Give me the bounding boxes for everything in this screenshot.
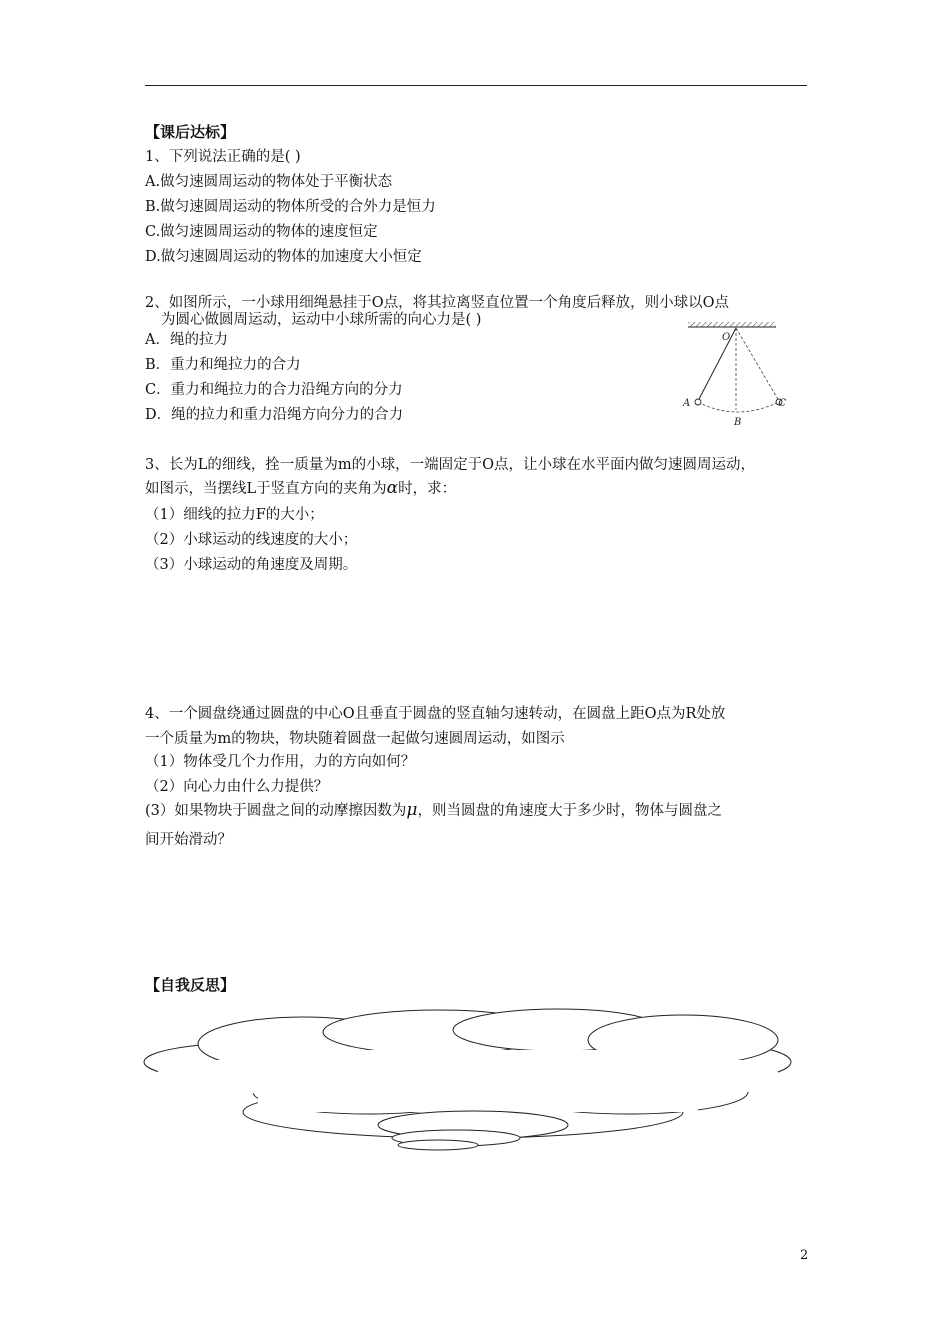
thought-bubble-small	[398, 1140, 478, 1150]
q3-stem-line2-b: 时，求：	[398, 481, 457, 497]
label-c: C	[778, 398, 786, 409]
pendulum-string	[698, 328, 736, 401]
q4-sub-3-b: ，则当圆盘的角速度大于多少时，物体与圆盘之	[417, 803, 722, 819]
q4-sub-3-a: (3）如果物块于圆盘之间的动摩擦因数为	[145, 803, 407, 819]
q2-option-a: A．绳的拉力	[145, 332, 228, 348]
section-title-reflection: 【自我反思】	[145, 976, 236, 994]
q3-stem-line2	[145, 478, 456, 499]
q2-stem-line1: 2、如图所示，一小球用细绳悬挂于O点，将其拉离竖直位置一个角度后释放，则小球以O点	[145, 295, 729, 311]
reflection-cloud	[138, 1000, 798, 1160]
ball-a	[695, 399, 701, 405]
q3-sub-1: （1）细线的拉力F的大小；	[145, 507, 324, 523]
q1-option-d: D.做匀速圆周运动的物体的加速度大小恒定	[145, 249, 422, 265]
alpha-symbol: α	[386, 478, 399, 498]
section-title-homework: 【课后达标】	[145, 123, 236, 141]
q4-stem-line1: 4、一个圆盘绕通过圆盘的中心O且垂直于圆盘的竖直轴匀速转动，在圆盘上距O点为R处放	[145, 706, 726, 722]
q4-sub-3-line1	[145, 800, 722, 821]
q1-stem: 1、下列说法正确的是( )	[145, 149, 301, 165]
label-a: A	[683, 398, 691, 409]
q4-sub-1: （1）物体受几个力作用，力的方向如何？	[145, 754, 416, 770]
label-b: B	[734, 417, 742, 428]
mu-symbol: μ	[406, 800, 418, 820]
q2-option-c: C．重力和绳拉力的合力沿绳方向的分力	[145, 382, 403, 398]
ceiling-hatch	[688, 322, 776, 327]
q2-stem-line2: 为圆心做圆周运动，运动中小球所需的向心力是( )	[161, 312, 482, 328]
q1-option-c: C.做匀速圆周运动的物体的速度恒定	[145, 224, 378, 240]
page-number: 2	[800, 1248, 809, 1263]
q2-option-b: B．重力和绳拉力的合力	[145, 357, 301, 373]
q3-stem-line2-a: 如图示，当摆线L于竖直方向的夹角为	[145, 481, 387, 497]
q1-option-b: B.做匀速圆周运动的物体所受的合外力是恒力	[145, 199, 436, 215]
q4-sub-3-line2: 间开始滑动？	[145, 832, 232, 848]
q4-sub-2: （2）向心力由什么力提供？	[145, 779, 329, 795]
q2-option-d: D．绳的拉力和重力沿绳方向分力的合力	[145, 407, 404, 423]
header-rule	[145, 85, 807, 86]
q1-option-a: A.做匀速圆周运动的物体处于平衡状态	[145, 174, 393, 190]
q3-sub-3: （3）小球运动的角速度及周期。	[145, 557, 358, 573]
pendulum-figure	[676, 318, 786, 430]
q4-stem-line2: 一个质量为m的物块，物块随着圆盘一起做匀速圆周运动，如图示	[145, 731, 565, 747]
label-o: O	[722, 332, 731, 343]
q3-stem-line1: 3、长为L的细线，拴一质量为m的小球，一端固定于O点，让小球在水平面内做匀速圆周运动，	[145, 457, 755, 473]
right-dashed-string	[736, 328, 779, 401]
swing-arc	[698, 402, 779, 412]
q3-sub-2: （2）小球运动的线速度的大小；	[145, 532, 358, 548]
